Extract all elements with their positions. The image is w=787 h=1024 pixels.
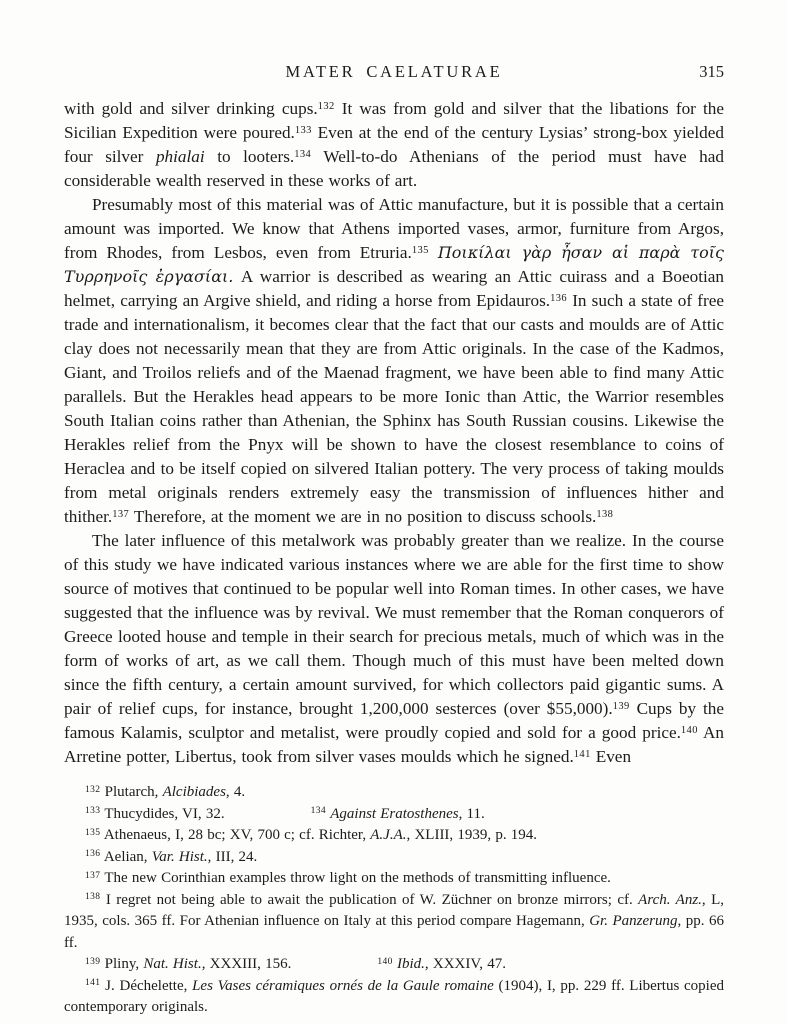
text-run: Arch. Anz. bbox=[638, 891, 702, 908]
text-run: I regret not being able to await the publication of W. Züchner on bronze mirrors; cf. bbox=[100, 891, 639, 908]
text-run: , XXXIV, 47. bbox=[424, 956, 506, 972]
text-run: Aelian, bbox=[100, 848, 152, 865]
text-run: Against Eratosthenes bbox=[330, 805, 459, 822]
text-run: Pliny, bbox=[100, 956, 144, 972]
footnote-marker: 141 bbox=[573, 748, 591, 760]
footnote-marker: 134 bbox=[294, 148, 312, 160]
text-run: (1904), I, pp. 229 ff. Libertus copied contemporary originals. bbox=[64, 977, 724, 1015]
footnote-marker: 132 bbox=[317, 100, 335, 112]
text-run: Var. Hist. bbox=[151, 848, 208, 865]
text-run: , pp. 66 ff. bbox=[64, 913, 724, 951]
text-run: A warrior is described as wearing an Attic cuirass and a Boeotian helmet, carrying an Argive shield, and riding a horse from Epidauros. bbox=[64, 267, 724, 310]
text-run: to looters. bbox=[204, 147, 295, 166]
footnote bbox=[64, 890, 724, 955]
footnote bbox=[64, 976, 724, 1019]
footnote-marker: 134 bbox=[310, 806, 327, 816]
body-paragraph bbox=[64, 529, 724, 769]
page-number: 315 bbox=[699, 62, 724, 81]
footnote-marker: 138 bbox=[85, 892, 101, 902]
text-run: Ibid. bbox=[397, 956, 425, 972]
text-run: phialai bbox=[155, 147, 205, 166]
text-run: Athenaeus, I, 28 bc; XV, 700 c; cf. Richter, bbox=[100, 827, 371, 843]
text-run: Presumably most of this material was of Attic manufacture, but it is possible that a certain amount was imported. We know that Athens imported vases, armor, furniture from Argos, from Rhodes, from Lesbos, even from Etruria. bbox=[64, 195, 724, 262]
footnote bbox=[64, 954, 724, 976]
text-run: Les Vases céramiques ornés de la Gaule romaine bbox=[192, 977, 494, 994]
footnote-marker: 140 bbox=[680, 724, 698, 736]
footnote bbox=[64, 804, 724, 826]
body-text bbox=[64, 97, 724, 769]
footnote-marker: 136 bbox=[85, 849, 101, 859]
body-paragraph bbox=[64, 193, 724, 529]
text-run: Gr. Panzerung bbox=[589, 913, 678, 929]
text-run: Nat. Hist. bbox=[143, 956, 202, 972]
text-run: The later influence of this metalwork was probably greater than we realize. In the course of this study we have indicated various instances where we are able for the first time to show source of motives that continued to be popular well into Roman times. In other cases, we have suggested that the influence was by revival. We must remember that the Roman conquerors of Greece looted house and temple in their search for precious metals, much of which was in the form of works of art, as we call them. Though much of this must have been melted down since the fifth century, a certain amount survived, for which collectors paid gigantic sums. A pair of relief cups, for instance, brought 1,200,000 sesterces (over $55,000). bbox=[64, 531, 724, 718]
page-header bbox=[64, 62, 724, 82]
text-run: Cups by the famous Kalamis, sculptor and metalist, were proudly copied and sold for a good price. bbox=[64, 699, 724, 742]
footnote-marker: 135 bbox=[85, 827, 101, 838]
text-run: , 11. bbox=[458, 805, 485, 822]
greek-quotation: Ποικίλαι γὰρ ἦσαν αἱ παρὰ τοῖς Τυρρηνοῖς ἐργασίαι. bbox=[64, 243, 724, 286]
text-run: A.J.A. bbox=[370, 827, 407, 843]
footnote bbox=[64, 782, 724, 804]
text-run: Therefore, at the moment we are in no position to discuss schools. bbox=[129, 507, 597, 526]
text-run: Well-to-do Athenians of the period must have had considerable wealth reserved in these works of art. bbox=[64, 147, 724, 190]
footnote-marker: 138 bbox=[596, 508, 614, 520]
text-run: , III, 24. bbox=[207, 848, 258, 865]
footnote-marker: 135 bbox=[411, 244, 429, 256]
text-run: Even at the end of the century Lysias’ strong-box yielded four silver bbox=[64, 123, 724, 166]
text-run: Plutarch, bbox=[100, 784, 163, 800]
footnote-marker: 139 bbox=[85, 956, 101, 967]
footnote-marker: 139 bbox=[612, 700, 630, 712]
footnote-marker: 133 bbox=[294, 124, 312, 136]
footnote bbox=[64, 847, 724, 869]
footnote-marker: 137 bbox=[85, 870, 101, 881]
text-run: It was from gold and silver that the libations for the Sicilian Expedition were poured. bbox=[64, 99, 724, 142]
text-run: J. Déchelette, bbox=[100, 977, 193, 994]
text-run: Even bbox=[590, 747, 632, 766]
footnote-marker: 133 bbox=[85, 806, 101, 816]
footnote bbox=[64, 868, 724, 890]
text-run: Alcibiades bbox=[162, 784, 226, 800]
footnote-marker: 137 bbox=[112, 508, 130, 520]
text-run: , XXXIII, 156. bbox=[201, 956, 292, 972]
footnote bbox=[64, 825, 724, 847]
footnote-marker: 136 bbox=[550, 292, 568, 304]
body-paragraph bbox=[64, 97, 724, 193]
text-run bbox=[429, 243, 438, 262]
footnotes-section bbox=[64, 782, 724, 1019]
text-run: The new Corinthian examples throw light on the methods of transmitting influence. bbox=[100, 870, 611, 886]
text-run: , XLIII, 1939, p. 194. bbox=[406, 827, 538, 843]
text-run: Thucydides, VI, 32. bbox=[100, 805, 225, 822]
text-run: An Arretine potter, Libertus, took from silver vases moulds which he signed. bbox=[64, 723, 724, 766]
text-run: , L, 1935, cols. 365 ff. For Athenian influence on Italy at this period compare Hagemann, bbox=[64, 891, 724, 929]
footnote-marker: 141 bbox=[85, 978, 101, 988]
footnote-marker: 140 bbox=[377, 956, 393, 967]
text-run: with gold and silver drinking cups. bbox=[64, 99, 318, 118]
running-title: MATER CAELATURAE bbox=[285, 62, 503, 81]
footnote-marker: 132 bbox=[85, 784, 101, 795]
text-run: In such a state of free trade and internationalism, it becomes clear that the fact that our casts and moulds are of Attic clay does not necessarily mean that they are from Attic originals. In the case of the Kadmos, Giant, and Troilos reliefs and of the Maenad fragment, we have been able to find many Attic parallels. But the Herakles head appears to be more Ionic than Attic, the Warrior resembles South Italian coins rather than Athenian, the Sphinx has South Russian cousins. Likewise the Herakles relief from the Pnyx will be shown to have the closest resemblance to coins of Heraclea and to be itself copied on silvered Italian pottery. The very process of taking moulds from metal originals renders extremely easy the transmission of influences hither and thither. bbox=[64, 291, 724, 526]
text-run: , 4. bbox=[225, 784, 246, 800]
